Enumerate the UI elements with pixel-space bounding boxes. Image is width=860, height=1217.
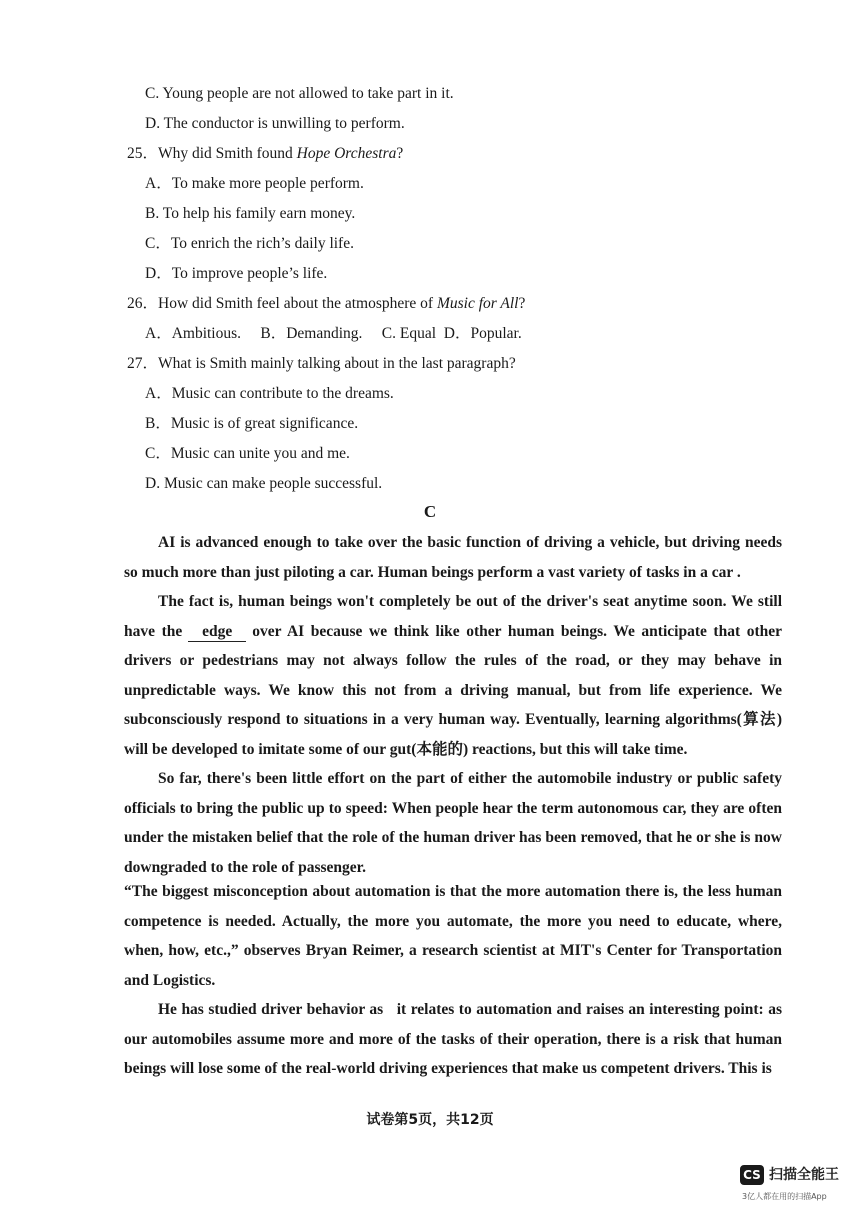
passage-paragraph-2 [124, 587, 782, 765]
p4-text: “The biggest misconception about automation is that the more automation there is, the less human competence is needed. Actually, the more you automate, the more you need to educate, where, when, how, etc.,” observes Bryan Reimer, a research scientist at MIT's Center for Transportation and Logistics. [124, 883, 782, 989]
p3-text: So far, there's been little effort on the part of either the automobile industry or public safety officials to bring the public up to speed: When people hear the term autonomous car, they are often under the mistaken belief that the role of the human driver has been removed, that he or she is now downgraded to the role of passenger. [124, 770, 782, 876]
q25-stem-prefix: 25．Why did Smith found [127, 145, 297, 162]
option-27b: B．Music is of great significance. [145, 415, 359, 432]
question-26-stem [127, 294, 525, 314]
question-25-stem [127, 144, 403, 164]
q25-stem-suffix: ? [396, 145, 404, 162]
p2-after: over AI because we think like other human beings. We anticipate that other drivers or pedestrians may not always follow the rules of the road, or they may behave in unpredictable ways. We know this not from a driving manual, but from life experience. We subconsciously respond to situations in a very human way. Eventually, learning algorithms(算法) will be developed to imitate some of our gut(本能的) reactions, but this will take time. [124, 622, 782, 758]
passage-paragraph-3 [124, 764, 782, 882]
option-27c: C．Music can unite you and me. [145, 445, 350, 462]
page-footer: 试卷第5页，共12页 [366, 1112, 494, 1128]
q26-stem-prefix: 26．How did Smith feel about the atmosphere of [127, 295, 437, 312]
camscanner-logo-icon: CS [740, 1165, 764, 1185]
fill-blank: edge [188, 623, 246, 642]
option-24d: D. The conductor is unwilling to perform. [145, 115, 405, 132]
p2-before: The fact is, human beings won't completely be out of the driver's seat anytime soon. We still have the [124, 593, 782, 640]
q25-stem-italic: Hope Orchestra [296, 145, 397, 162]
option-25d: D．To improve people’s life. [145, 265, 328, 282]
option-25b: B. To help his family earn money. [145, 205, 356, 222]
question-26-options: A．Ambitious. B．Demanding. C. Equal D．Popular. [145, 325, 522, 342]
section-title: C [423, 502, 437, 521]
watermark-app-name: 扫描全能王 [769, 1167, 839, 1183]
option-27d: D. Music can make people successful. [145, 475, 383, 492]
question-27-stem: 27．What is Smith mainly talking about in the last paragraph? [127, 355, 516, 372]
q26-stem-italic: Music for All [436, 295, 519, 312]
p5-text: He has studied driver behavior as it relates to automation and raises an interesting point: as our automobiles assume more and more of the tasks of their operation, there is a risk that human beings will lose some of the real-world driving experiences that make us competent drivers. This is [124, 1001, 786, 1078]
option-25c: C．To enrich the rich’s daily life. [145, 235, 354, 252]
option-25a: A．To make more people perform. [145, 175, 364, 192]
option-24c: C. Young people are not allowed to take part in it. [145, 85, 454, 102]
p1-text: AI is advanced enough to take over the basic function of driving a vehicle, but driving needs so much more than just piloting a car. Human beings perform a vast variety of tasks in a car . [124, 534, 782, 581]
scanner-watermark [740, 1160, 850, 1206]
passage-paragraph-5 [124, 995, 786, 1084]
passage-paragraph-4 [124, 877, 782, 995]
option-27a: A．Music can contribute to the dreams. [145, 385, 394, 402]
watermark-slogan: 3亿人都在用的扫描App [742, 1192, 827, 1201]
passage-paragraph-1 [124, 528, 782, 587]
q26-stem-suffix: ? [518, 295, 526, 312]
